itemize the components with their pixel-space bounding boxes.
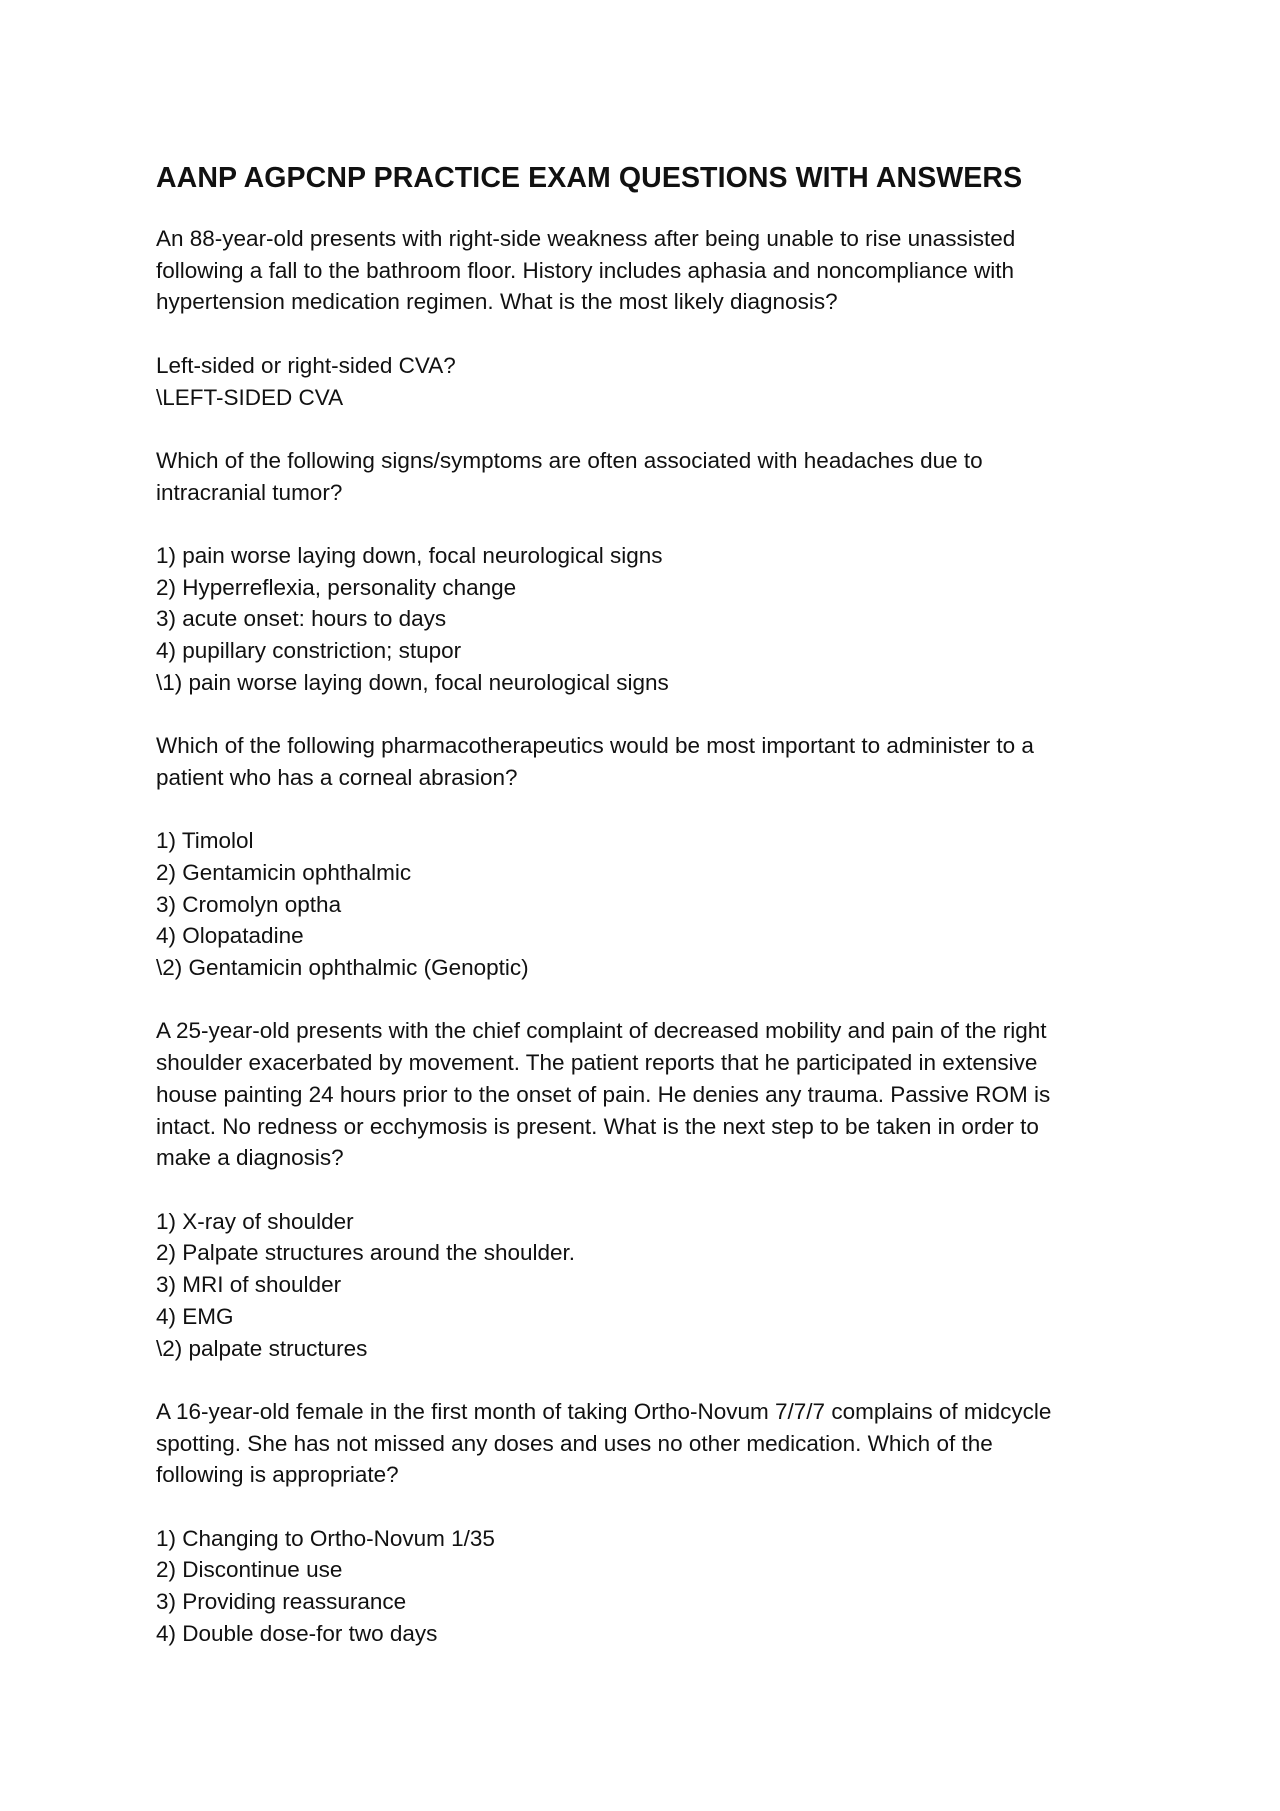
question-line: spotting. She has not missed any doses and uses no other medication. Which of the: [156, 1430, 993, 1456]
question-line: Which of the following pharmacotherapeutics would be most important to administer to a: [156, 733, 1034, 759]
option-line: 4) pupillary constriction; stupor: [156, 638, 462, 664]
option-line: 2) Discontinue use: [156, 1557, 343, 1583]
answer-line: \2) Gentamicin ophthalmic (Genoptic): [156, 955, 529, 981]
question-prompt: Left-sided or right-sided CVA?: [156, 352, 456, 378]
option-line: 1) Changing to Ortho-Novum 1/35: [156, 1525, 495, 1551]
option-line: 1) Timolol: [156, 828, 254, 854]
question-line: An 88-year-old presents with right-side weakness after being unable to rise unassisted: [156, 226, 1016, 251]
option-line: 2) Gentamicin ophthalmic: [156, 859, 412, 885]
question-1-text: [156, 223, 1146, 318]
answer-line: \2) palpate structures: [156, 1335, 368, 1361]
question-2-options: [156, 540, 1146, 699]
option-line: 3) Cromolyn optha: [156, 891, 342, 917]
question-line: Which of the following signs/symptoms are often associated with headaches due to: [156, 447, 983, 473]
document-page: [156, 160, 1146, 1650]
question-5-text: [156, 1396, 1146, 1491]
option-line: 1) pain worse laying down, focal neurological signs: [156, 542, 663, 568]
option-line: 2) Hyperreflexia, personality change: [156, 574, 517, 600]
document-title: AANP AGPCNP PRACTICE EXAM QUESTIONS WITH ANSWERS: [156, 162, 1023, 194]
option-line: 1) X-ray of shoulder: [156, 1208, 354, 1234]
question-line: patient who has a corneal abrasion?: [156, 764, 518, 790]
question-line: make a diagnosis?: [156, 1145, 344, 1171]
question-line: intact. No redness or ecchymosis is present. What is the next step to be taken in order to: [156, 1113, 1039, 1139]
option-line: 3) acute onset: hours to days: [156, 606, 447, 632]
question-line: intracranial tumor?: [156, 479, 343, 505]
option-line: 4) EMG: [156, 1303, 234, 1329]
option-line: 4) Olopatadine: [156, 923, 304, 949]
question-line: house painting 24 hours prior to the onset of pain. He denies any trauma. Passive ROM is: [156, 1081, 1051, 1107]
question-line: A 16-year-old female in the first month of taking Ortho-Novum 7/7/7 complains of midcycle: [156, 1398, 1052, 1424]
option-line: 2) Palpate structures around the shoulder.: [156, 1240, 576, 1266]
option-line: 3) MRI of shoulder: [156, 1272, 342, 1298]
question-line: hypertension medication regimen. What is the most likely diagnosis?: [156, 289, 838, 315]
question-4-text: [156, 1015, 1146, 1174]
question-line: shoulder exacerbated by movement. The patient reports that he participated in extensive: [156, 1050, 1038, 1076]
question-line: A 25-year-old presents with the chief complaint of decreased mobility and pain of the right: [156, 1018, 1047, 1044]
question-line: following a fall to the bathroom floor. History includes aphasia and noncompliance with: [156, 257, 1014, 283]
question-5-options: [156, 1523, 1146, 1650]
question-1-answer-block: [156, 350, 1146, 413]
question-line: following is appropriate?: [156, 1462, 399, 1488]
answer-line: \LEFT-SIDED CVA: [156, 384, 344, 410]
option-line: 3) Providing reassurance: [156, 1589, 407, 1615]
question-3-text: [156, 730, 1146, 793]
question-2-text: [156, 445, 1146, 508]
question-4-options: [156, 1206, 1146, 1365]
answer-line: \1) pain worse laying down, focal neurological signs: [156, 669, 669, 695]
option-line: 4) Double dose-for two days: [156, 1620, 438, 1646]
question-3-options: [156, 825, 1146, 984]
